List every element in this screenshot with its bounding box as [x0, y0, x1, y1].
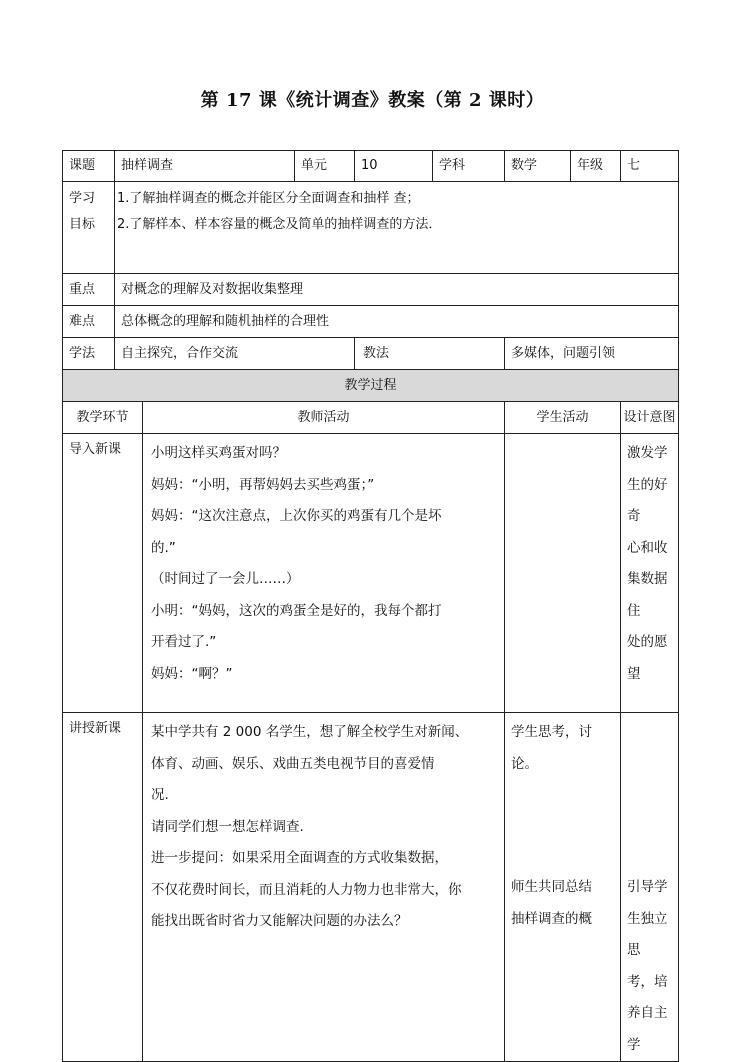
design-intent-new — [621, 713, 679, 1062]
text-line: 处的愿望 — [627, 634, 668, 682]
goals-label-2: 目标 — [69, 217, 96, 232]
student-activity-intro — [505, 434, 621, 713]
text-line: 心和收集数据住 — [627, 539, 668, 619]
student-activity-new — [505, 713, 621, 1062]
learn-method-value: 自主探究，合作交流 — [115, 338, 355, 370]
goals-row — [63, 182, 679, 274]
teach-method-label: 教法 — [355, 338, 505, 370]
difficulty-value: 总体概念的理解和随机抽样的合理性 — [115, 306, 679, 338]
stage-intro: 导入新课 — [63, 434, 143, 713]
goal-item-1: 1.了解抽样调查的概念并能区分全面调查和抽样 查； — [117, 191, 420, 206]
text-line: 妈妈：“这次注意点，上次你买的鸡蛋有几个是坏 — [151, 508, 442, 524]
topic-value: 抽样调查 — [115, 151, 295, 182]
col-stage: 教学环节 — [63, 402, 143, 434]
text-line: 引导学生独立思 — [627, 879, 668, 958]
difficulty-label: 难点 — [63, 306, 115, 338]
teach-method-value: 多媒体，问题引领 — [505, 338, 679, 370]
text-line: 小明：“妈妈，这次的鸡蛋全是好的，我每个都打 — [151, 602, 442, 619]
difficulty-row — [63, 306, 679, 338]
text-line: 某中学共有 2 000 名学生，想了解全校学生对新闻、 — [151, 724, 469, 740]
unit-label: 单元 — [295, 151, 355, 182]
process-row-intro — [63, 434, 679, 713]
process-header: 教学过程 — [63, 370, 679, 402]
grade-value: 七 — [621, 151, 679, 182]
col-intent: 设计意图 — [621, 402, 679, 434]
process-columns-row — [63, 402, 679, 434]
col-student: 学生活动 — [505, 402, 621, 434]
text-line: 不仅花费时间长，而且消耗的人力物力也非常大，你 — [151, 881, 462, 898]
process-header-row — [63, 370, 679, 402]
teacher-activity-new — [143, 713, 505, 1062]
stage-new: 讲授新课 — [63, 713, 143, 1062]
unit-value: 10 — [355, 151, 433, 182]
text-line: 学生思考，讨 — [511, 724, 592, 740]
text-line: 抽样调查的概 — [511, 910, 592, 927]
text-line: 小明这样买鸡蛋对吗？ — [151, 445, 286, 461]
lesson-plan-table — [62, 150, 679, 1062]
subject-value: 数学 — [505, 151, 571, 182]
text-line: 开看过了.” — [151, 634, 217, 650]
learn-method-label: 学法 — [63, 338, 115, 370]
text-line: 考，培养自主学 — [627, 973, 668, 1053]
text-line: 激发学生的好奇 — [627, 445, 668, 524]
text-line: 进一步提问：如果采用全面调查的方式收集数据， — [151, 850, 448, 866]
text-line: 能找出既省时省力又能解决问题的办法么？ — [151, 913, 408, 929]
goal-item-2: 2.了解样本、样本容量的概念及简单的抽样调查的方法． — [117, 217, 442, 232]
text-line: 的.” — [151, 539, 176, 556]
key-point-value: 对概念的理解及对数据收集整理 — [115, 274, 679, 306]
text-line: 体育、动画、娱乐、戏曲五类电视节目的喜爱情 — [151, 755, 435, 772]
text-line: 况. — [151, 787, 169, 803]
topic-label: 课题 — [63, 151, 115, 182]
process-row-new — [63, 713, 679, 1062]
key-point-row — [63, 274, 679, 306]
text-line: 请同学们想一想怎样调查. — [151, 818, 304, 835]
design-intent-intro — [621, 434, 679, 713]
text-line: 妈妈：“小明，再帮妈妈去买些鸡蛋；” — [151, 476, 375, 493]
text-line: 论。 — [511, 755, 538, 772]
methods-row — [63, 338, 679, 370]
teacher-activity-intro — [143, 434, 505, 713]
info-row — [63, 151, 679, 182]
text-line: 妈妈：“啊？” — [151, 665, 233, 682]
text-line: 师生共同总结 — [511, 879, 592, 895]
text-line: （时间过了一会儿……） — [151, 571, 300, 587]
subject-label: 学科 — [433, 151, 505, 182]
goals-label-1: 学习 — [69, 191, 96, 206]
col-teacher: 教师活动 — [143, 402, 505, 434]
page-title: 第 17 课《统计调查》教案（第 2 课时） — [200, 90, 545, 111]
grade-label: 年级 — [571, 151, 621, 182]
key-point-label: 重点 — [63, 274, 115, 306]
